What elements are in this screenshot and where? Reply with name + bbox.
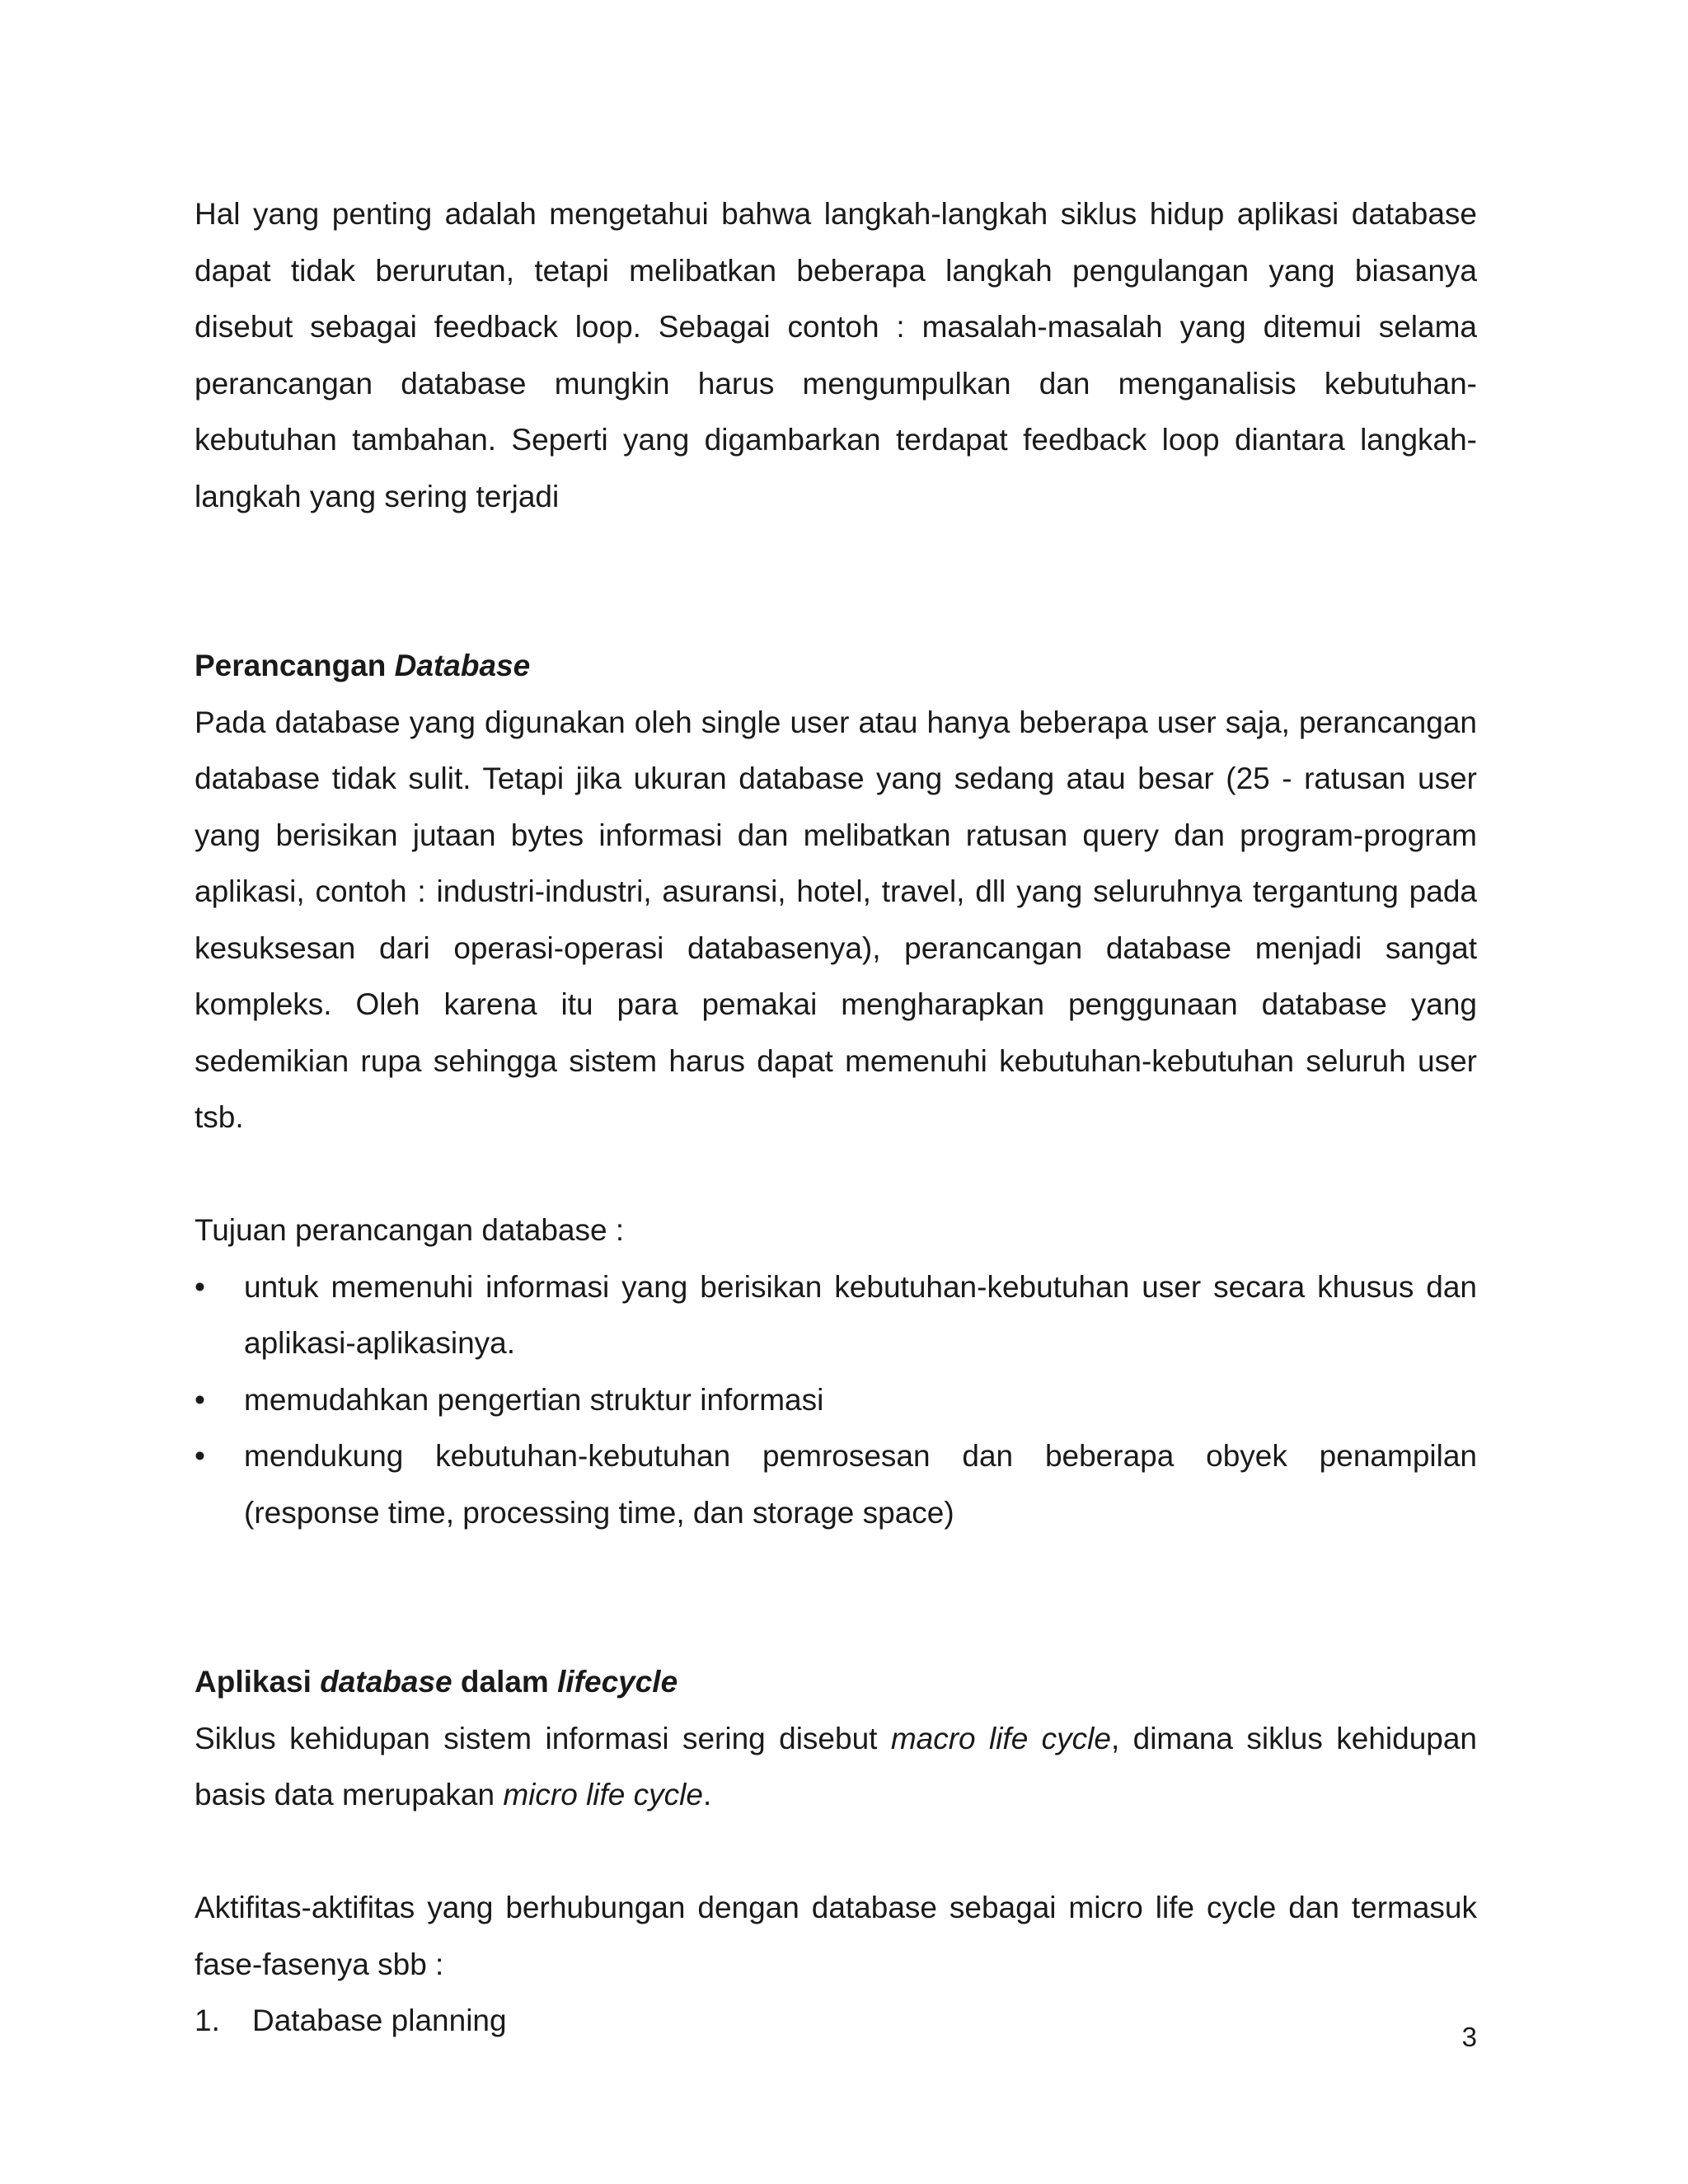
spacer <box>195 1824 1477 1881</box>
list-item-text: untuk memenuhi informasi yang berisikan kebutuhan-kebutuhan user secara khusus dan aplikasi-aplikasinya. <box>244 1269 1477 1360</box>
activities-paragraph: Aktifitas-aktifitas yang berhubungan dengan database sebagai micro life cycle dan termasuk fase-fasenya sbb : <box>195 1891 1477 1981</box>
spacer <box>195 1541 1477 1654</box>
italic-text-run: micro life cycle <box>503 1778 703 1811</box>
section-heading-perancangan-database <box>195 638 1477 695</box>
heading-text: dalam <box>452 1665 558 1699</box>
bullet-icon: • <box>195 1269 205 1304</box>
list-item <box>195 1259 1477 1372</box>
list-item <box>195 1993 1477 2050</box>
list-item-text: Database planning <box>252 2004 507 2037</box>
heading-italic-text: Database <box>394 649 531 682</box>
text-run: . <box>702 1778 712 1811</box>
heading-italic-text: lifecycle <box>557 1665 678 1699</box>
page-content <box>195 186 1477 2050</box>
spacer <box>195 1146 1477 1203</box>
list-number: 1. <box>195 2004 220 2037</box>
italic-text-run: macro life cycle <box>890 1721 1111 1755</box>
perancangan-paragraph: Pada database yang digunakan oleh single user atau hanya beberapa user saja, perancangan database tidak sulit. Tetapi jika ukuran database yang sedang atau besar (25 - ratusan user yang berisikan jutaan bytes informasi dan melibatkan ratusan query dan program-program aplikasi, contoh : industri-industri, asuransi, hotel, travel, dll yang seluruhnya tergantung pada kesuksesan dari operasi-operasi databasenya), perancangan database menjadi sangat kompleks. Oleh karena itu para pemakai mengharapkan penggunaan database yang sedemikian rupa sehingga sistem harus dapat memenuhi kebutuhan-kebutuhan seluruh user tsb. <box>195 705 1477 1134</box>
bullet-icon: • <box>195 1439 205 1473</box>
heading-text: Perancangan <box>195 649 395 682</box>
section-heading-aplikasi-database <box>195 1654 1477 1711</box>
text-run: Siklus kehidupan sistem informasi sering disebut <box>195 1721 891 1755</box>
heading-italic-text: database <box>320 1665 452 1699</box>
list-item-text: mendukung kebutuhan-kebutuhan pemrosesan dan beberapa obyek penampilan (response time, processing time, dan storage space) <box>244 1439 1477 1530</box>
page-number: 3 <box>1461 2022 1477 2052</box>
bullet-icon: • <box>195 1382 205 1417</box>
phases-list <box>195 1993 1477 2050</box>
list-item-text: memudahkan pengertian struktur informasi <box>244 1382 824 1417</box>
spacer <box>195 525 1477 638</box>
list-item <box>195 1372 1477 1429</box>
text-run: , dimana siklus kehidupan basis data merupakan <box>195 1721 1478 1811</box>
goals-list <box>195 1259 1477 1542</box>
intro-paragraph: Hal yang penting adalah mengetahui bahwa langkah-langkah siklus hidup aplikasi database dapat tidak berurutan, tetapi melibatkan beberapa langkah pengulangan yang biasanya disebut sebagai feedback loop. Sebagai contoh : masalah-masalah yang ditemui selama perancangan database mungkin harus mengumpulkan dan menganalisis kebutuhan-kebutuhan tambahan. Seperti yang digambarkan terdapat feedback loop diantara langkah-langkah yang sering terjadi <box>195 197 1477 513</box>
heading-text: Aplikasi <box>195 1665 321 1699</box>
list-item <box>195 1428 1477 1541</box>
lifecycle-paragraph <box>195 1711 1477 1824</box>
goals-intro: Tujuan perancangan database : <box>195 1213 625 1247</box>
